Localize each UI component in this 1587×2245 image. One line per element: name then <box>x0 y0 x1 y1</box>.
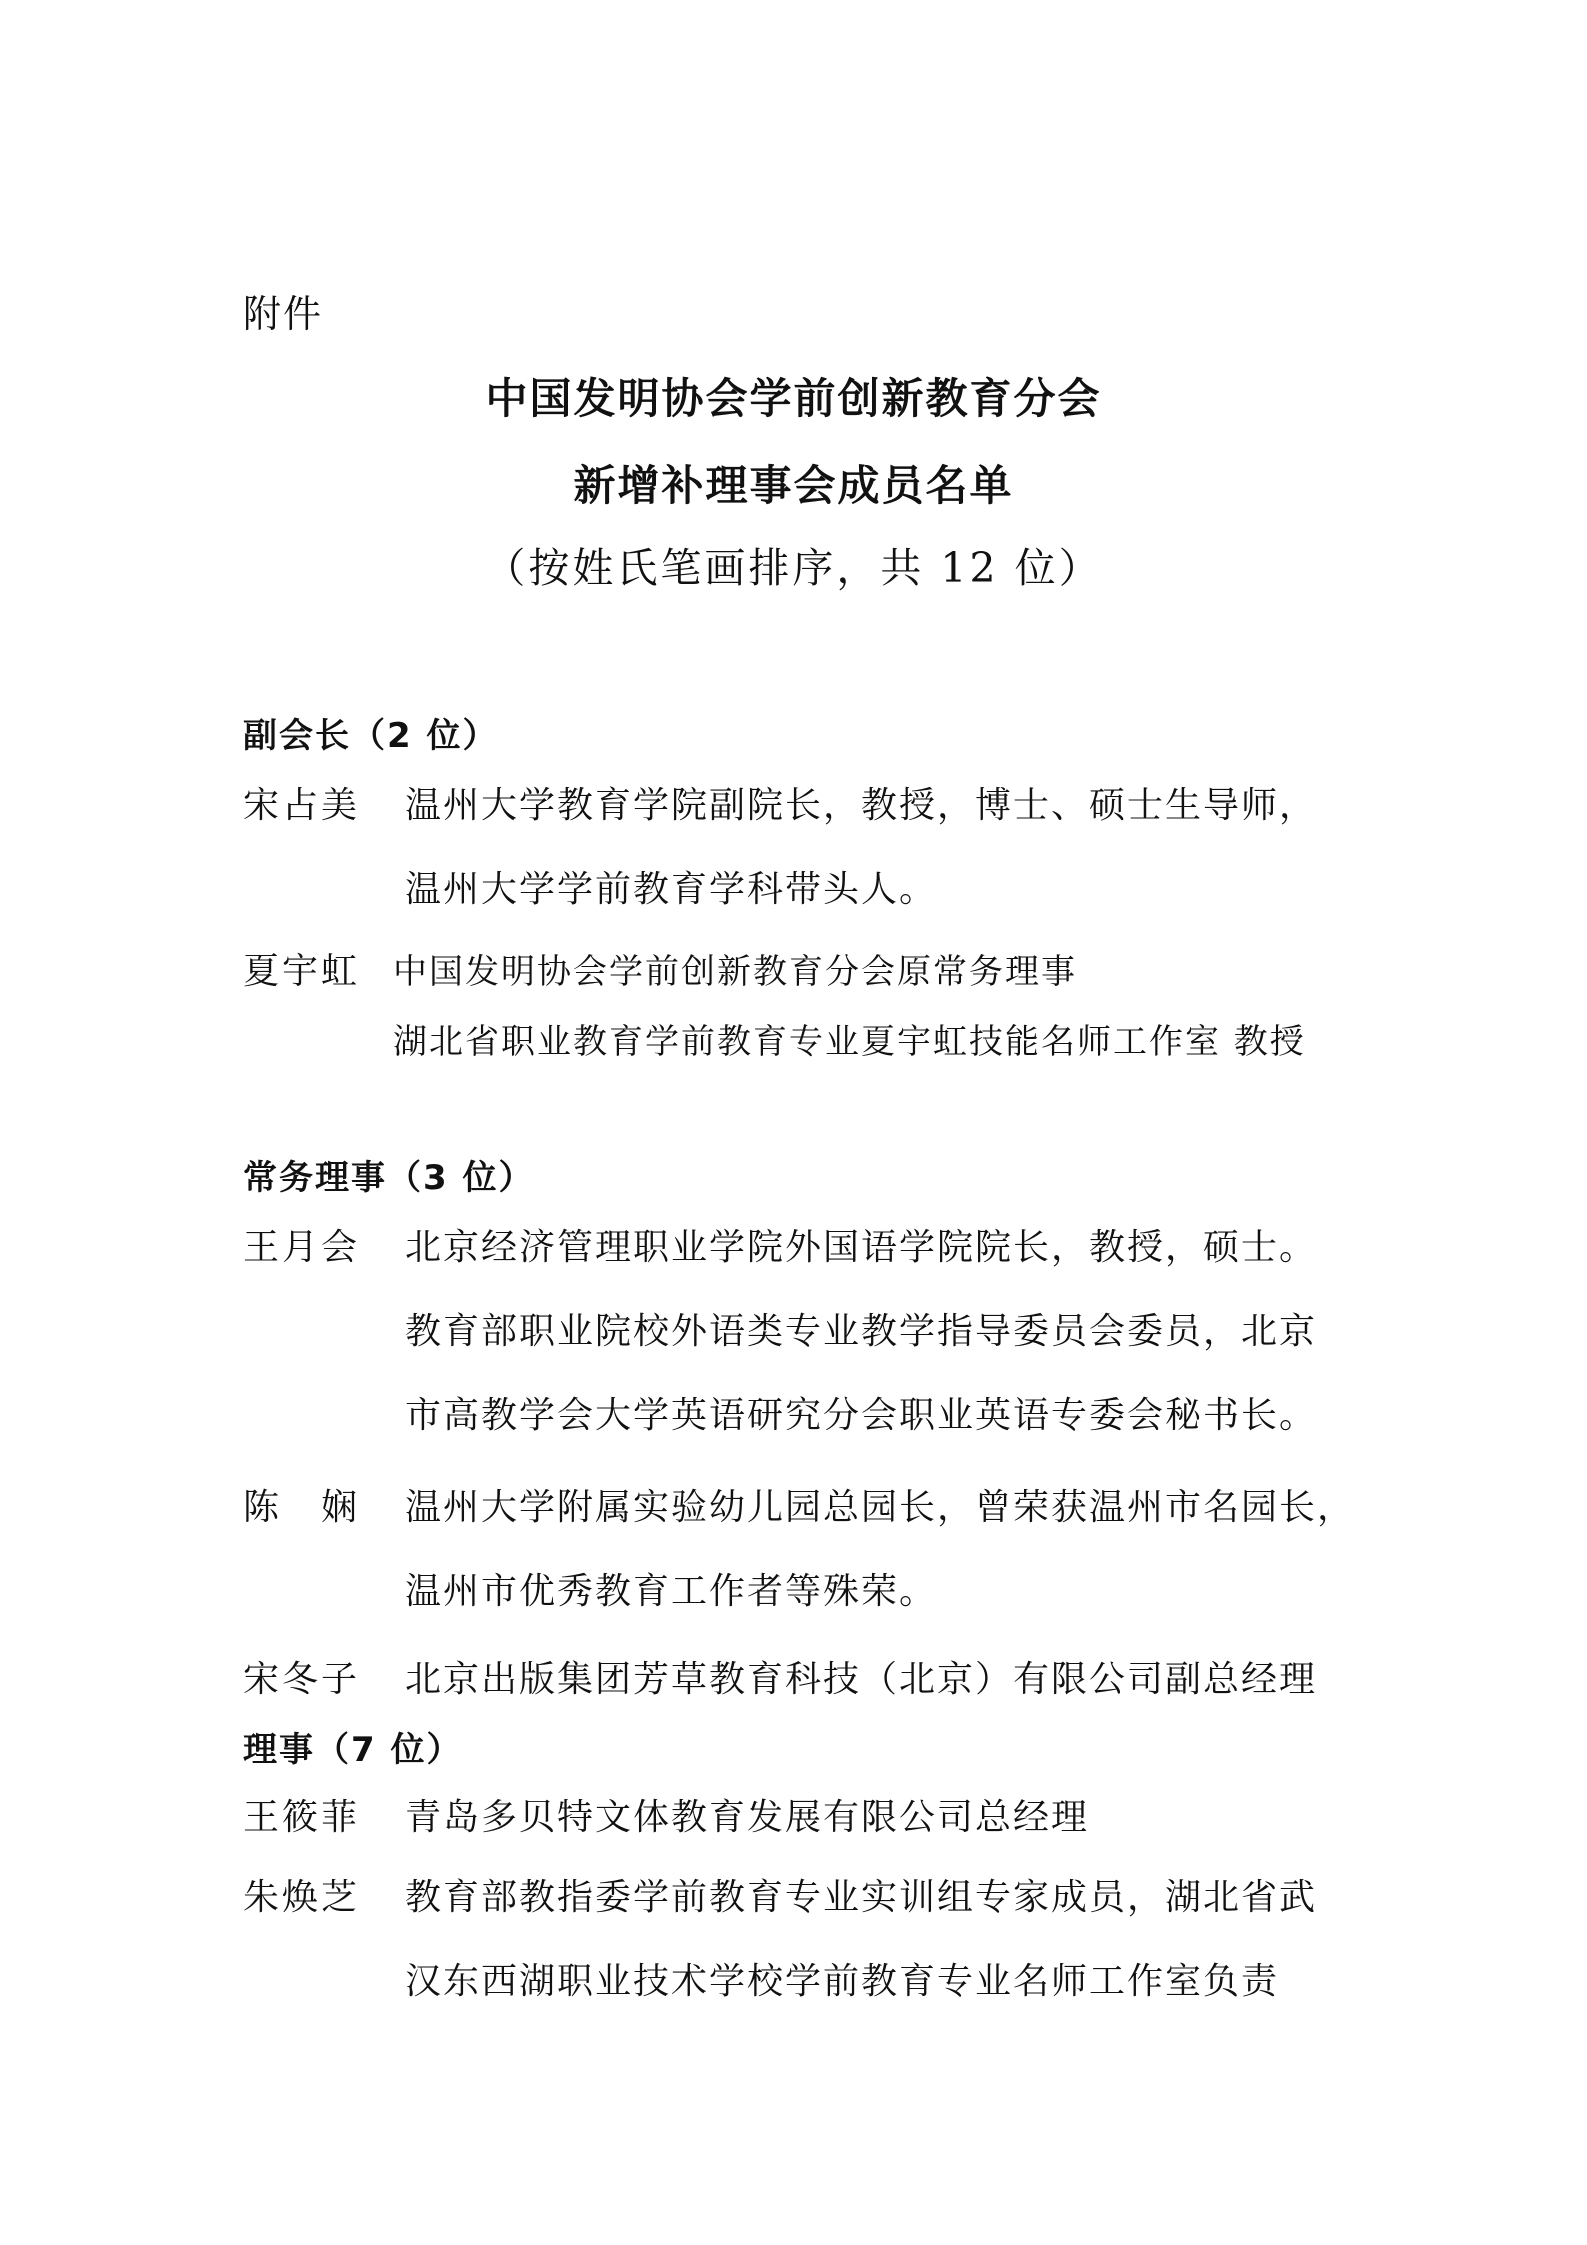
member-description <box>405 1776 1365 1860</box>
member-name: 陈 娴 <box>243 1487 361 1528</box>
member-name: 王月会 <box>243 1227 361 1268</box>
member-name: 夏宇虹 <box>243 951 361 992</box>
member-description-line: 温州大学附属实验幼儿园总园长，曾荣获温州市名园长， <box>405 1487 1356 1528</box>
member-description <box>405 764 1365 932</box>
member-description-line: 北京出版集团芳草教育科技（北京）有限公司副总经理 <box>405 1659 1318 1700</box>
member-description-line: 温州市优秀教育工作者等殊荣。 <box>405 1571 938 1612</box>
section-heading-director: 理事（7 位） <box>243 1730 463 1770</box>
member-name: 宋冬子 <box>243 1659 361 1700</box>
member-description-line: 市高教学会大学英语研究分会职业英语专委会秘书长。 <box>405 1395 1318 1436</box>
document-subtitle: （按姓氏笔画排序，共 12 位） <box>484 544 1103 592</box>
attachment-label: 附件 <box>243 292 324 336</box>
member-description-line: 教育部教指委学前教育专业实训组专家成员，湖北省武 <box>405 1877 1318 1918</box>
member-description-line: 汉东西湖职业技术学校学前教育专业名师工作室负责 <box>405 1961 1280 2002</box>
member-description <box>405 1638 1365 1722</box>
member-description <box>405 1206 1365 1458</box>
member-name: 朱焕芝 <box>243 1877 361 1918</box>
member-description-line: 中国发明协会学前创新教育分会原常务理事 <box>393 952 1077 992</box>
member-name: 王筱菲 <box>243 1797 361 1838</box>
member-description-line: 北京经济管理职业学院外国语学院院长，教授，硕士。 <box>405 1227 1318 1268</box>
member-description-line: 青岛多贝特文体教育发展有限公司总经理 <box>405 1797 1090 1838</box>
section-heading-vice-president: 副会长（2 位） <box>243 716 499 756</box>
document-title-line2: 新增补理事会成员名单 <box>573 461 1014 510</box>
member-description <box>393 937 1353 1077</box>
member-description-line: 温州大学教育学院副院长，教授，博士、硕士生导师， <box>405 785 1318 826</box>
member-description <box>405 1856 1365 2024</box>
member-description-line: 湖北省职业教育学前教育专业夏宇虹技能名师工作室 教授 <box>393 1022 1306 1062</box>
member-description-line: 教育部职业院校外语类专业教学指导委员会委员，北京 <box>405 1311 1318 1352</box>
member-name: 宋占美 <box>243 785 361 826</box>
document-title-line1: 中国发明协会学前创新教育分会 <box>485 374 1102 423</box>
section-heading-executive-director: 常务理事（3 位） <box>243 1158 535 1198</box>
member-description-line: 温州大学学前教育学科带头人。 <box>405 869 938 910</box>
member-description <box>405 1466 1365 1634</box>
